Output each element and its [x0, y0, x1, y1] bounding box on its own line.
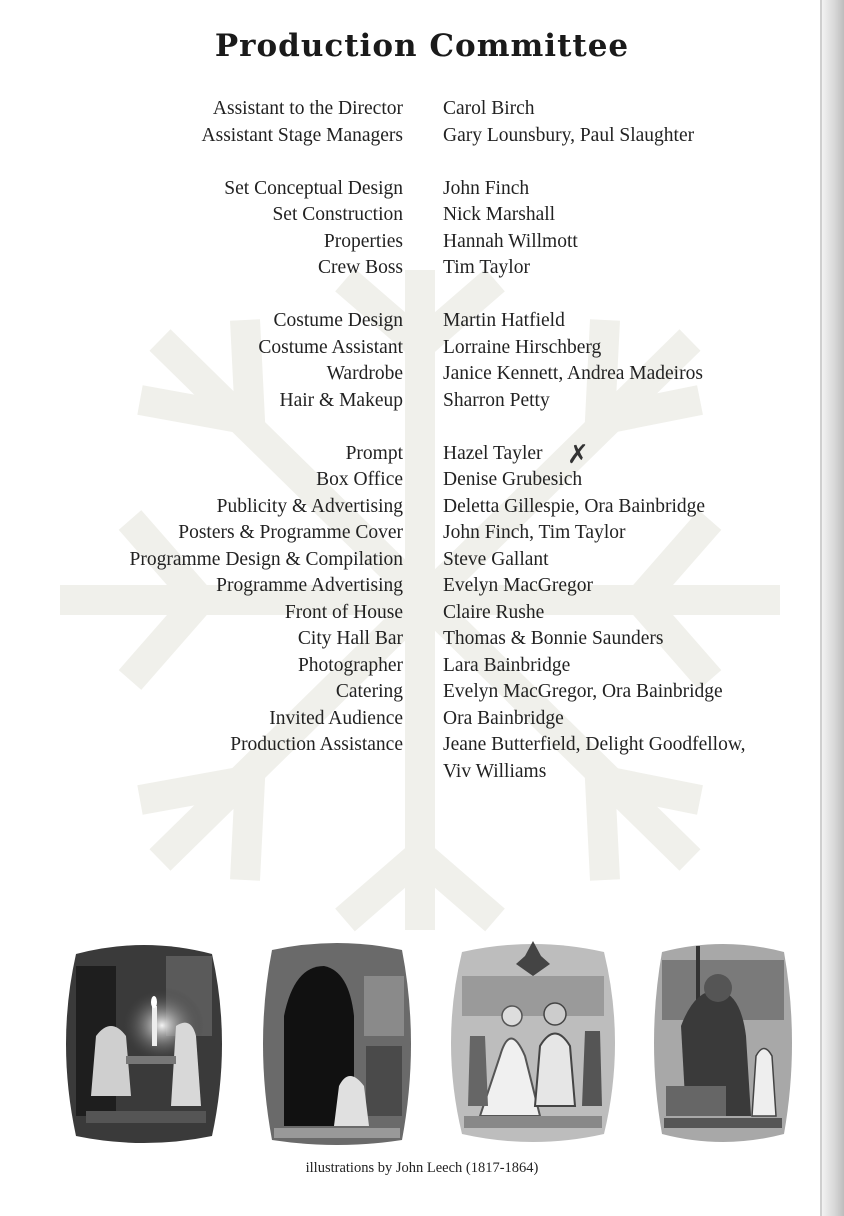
credit-group: [0, 96, 844, 149]
credit-name: Claire Rushe: [443, 601, 545, 623]
credit-role: Programme Advertising: [216, 575, 403, 596]
credit-role: Assistant Stage Managers: [201, 124, 403, 146]
credit-row: [0, 653, 844, 680]
handwritten-check-mark: ✗: [567, 440, 589, 470]
credit-name: Tim Taylor: [443, 257, 530, 278]
credit-row: [0, 467, 844, 494]
credit-row: [0, 229, 844, 256]
credit-group: [0, 176, 844, 282]
credit-name: Steve Gallant: [443, 548, 549, 570]
credit-name: Sharron Petty: [443, 389, 550, 411]
credit-name: John Finch: [443, 177, 530, 199]
credit-row: [0, 573, 844, 600]
credit-name: Gary Lounsbury, Paul Slaughter: [443, 124, 695, 146]
credits-list: [0, 96, 844, 812]
credit-role: Production Assistance: [230, 734, 403, 755]
credit-row: [0, 520, 844, 547]
page-title: Production Committee: [214, 28, 630, 64]
credit-role: Prompt: [345, 442, 403, 464]
credit-row: [0, 679, 844, 706]
credit-row: [0, 96, 844, 123]
credit-name: Martin Hatfield: [443, 310, 565, 331]
illustration-ghost-torch: [646, 936, 800, 1150]
credit-role: Wardrobe: [326, 363, 403, 384]
credit-name: Hazel Tayler: [443, 442, 543, 464]
credit-row: [0, 441, 844, 468]
credit-group: [0, 441, 844, 786]
credit-role: Set Construction: [272, 204, 403, 225]
credit-row: [0, 759, 844, 786]
credit-name: Deletta Gillespie, Ora Bainbridge: [443, 495, 706, 517]
credit-row: [0, 494, 844, 521]
credit-row: [0, 335, 844, 362]
credit-role: Costume Design: [273, 310, 403, 331]
credit-name: John Finch, Tim Taylor: [443, 522, 626, 543]
illustration-dark-doorway: [254, 936, 420, 1150]
credit-role: Front of House: [284, 601, 403, 623]
illustration-ghost-candle: [56, 936, 232, 1150]
credit-row: [0, 388, 844, 415]
credit-role: Catering: [335, 681, 403, 702]
credit-role: Costume Assistant: [258, 336, 403, 358]
credit-role: Publicity & Advertising: [216, 495, 403, 517]
credit-role: Properties: [323, 230, 403, 252]
credit-group: [0, 308, 844, 414]
credit-role: Set Conceptual Design: [224, 177, 403, 199]
credit-name: Hannah Willmott: [443, 230, 578, 252]
credit-row: [0, 308, 844, 335]
credit-name: Evelyn MacGregor, Ora Bainbridge: [443, 681, 723, 702]
credit-role: Box Office: [316, 469, 403, 490]
credit-name: Jeane Butterfield, Delight Goodfellow,: [443, 734, 746, 755]
credit-row: [0, 732, 844, 759]
credit-role: Posters & Programme Cover: [178, 522, 403, 543]
credit-role: City Hall Bar: [297, 628, 403, 649]
credit-row: [0, 361, 844, 388]
credit-role: Programme Design & Compilation: [129, 548, 403, 570]
credit-name: Evelyn MacGregor: [443, 575, 593, 596]
credit-name: Lorraine Hirschberg: [443, 336, 602, 358]
credit-role: Assistant to the Director: [212, 98, 403, 119]
credit-name: Nick Marshall: [443, 204, 556, 225]
credit-row: [0, 202, 844, 229]
credit-role: Photographer: [297, 654, 403, 676]
credit-name: Thomas & Bonnie Saunders: [443, 628, 664, 649]
credit-row: [0, 176, 844, 203]
credit-row: [0, 626, 844, 653]
credit-row: [0, 547, 844, 574]
credit-name: Carol Birch: [443, 98, 535, 119]
illustration-strip: [56, 936, 800, 1150]
illustration-caption: illustrations by John Leech (1817-1864): [305, 1160, 539, 1176]
credit-name: Ora Bainbridge: [443, 707, 564, 729]
credit-role: Hair & Makeup: [279, 389, 403, 411]
credit-name: Lara Bainbridge: [443, 654, 571, 676]
credit-row: [0, 123, 844, 150]
credit-name: Viv Williams: [443, 760, 547, 782]
credit-name: Denise Grubesich: [443, 469, 583, 490]
credit-row: [0, 600, 844, 627]
illustration-dancing-party: [440, 936, 626, 1150]
credit-role: Invited Audience: [269, 707, 403, 729]
credit-name: Janice Kennett, Andrea Madeiros: [443, 363, 703, 384]
credit-row: [0, 255, 844, 282]
page-edge-shadow: [822, 0, 844, 1216]
credit-row: [0, 706, 844, 733]
credit-role: Crew Boss: [317, 257, 403, 278]
